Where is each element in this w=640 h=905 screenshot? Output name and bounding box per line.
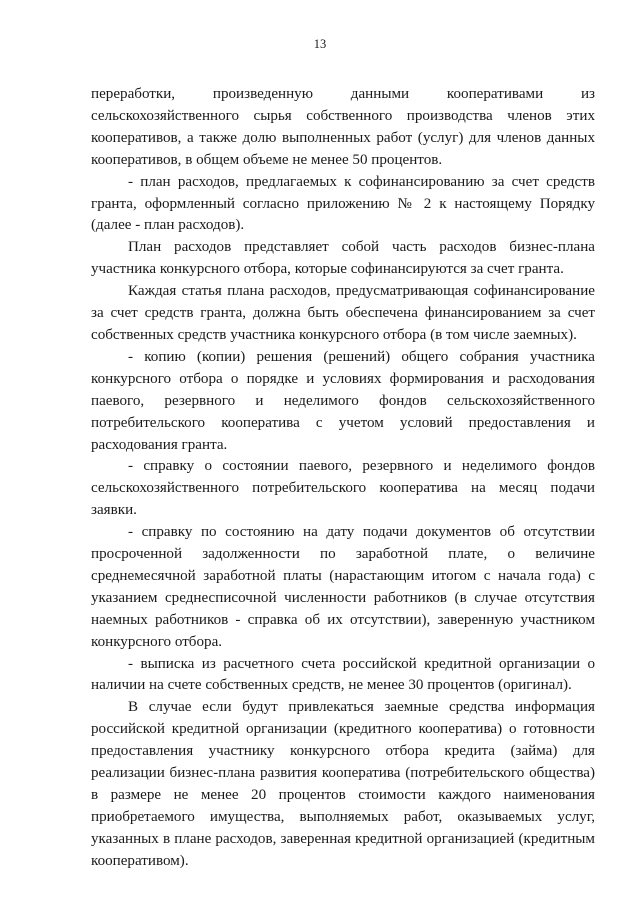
paragraph-meeting-decision-item: - копию (копии) решения (решений) общего собрания участника конкурсного отбора о порядке и условиях формирования и расходования паевого, резервного и неделимого фондов сельскохозяйственного потребительского кооператива с учетом условий предоставления и расходования гранта. <box>91 348 595 453</box>
paragraph-expense-plan-item: - план расходов, предлагаемых к софинансированию за счет средств гранта, оформленный согласно приложению № 2 к настоящему Порядку (далее - план расходов). <box>91 173 595 234</box>
paragraph-funds-status-item: - справку о состоянии паевого, резервного и неделимого фондов сельскохозяйственного потребительского кооператива на месяц подачи заявки. <box>91 458 595 519</box>
paragraph-expense-item-funding: Каждая статья плана расходов, предусматривающая софинансирование за счет средств гранта, должна быть обеспечена финансированием за счет собственных средств участника конкурсного отбора (в том числе заемных). <box>91 283 595 343</box>
paragraph-expense-plan-definition: План расходов представляет собой часть расходов бизнес-плана участника конкурсного отбора, которые софинансируются за счет гранта. <box>91 239 595 278</box>
paragraph-salary-debt-item: - справку по состоянию на дату подачи документов об отсутствии просроченной задолженности по заработной плате, о величине среднемесячной заработной платы (нарастающим итогом с начала года) с указанием среднесписочной численности работников (в случае отсутствия наемных работников - справка об их отсутствии), заверенную участником конкурсного отбора. <box>91 524 595 650</box>
page-number: 13 <box>313 37 327 51</box>
paragraph-bank-statement-item: - выписка из расчетного счета российской кредитной организации о наличии на счете собственных средств, не менее 30 процентов (оригинал). <box>91 655 595 694</box>
document-body <box>91 84 595 873</box>
paragraph-borrowed-funds: В случае если будут привлекаться заемные средства информация российской кредитной организации (кредитного кооператива) о готовности предоставления участнику конкурсного отбора кредита (займа) для реализации бизнес-плана развития кооператива (потребительского общества) в размере не менее 20 процентов стоимости каждого наименования приобретаемого имущества, выполняемых работ, оказываемых услуг, указанных в плане расходов, заверенная кредитной организацией (кредитным кооперативом). <box>91 699 595 869</box>
paragraph-continuation: переработки, произведенную данными кооперативами из сельскохозяйственного сырья собственного производства членов этих кооперативов, а также долю выполненных работ (услуг) для членов данных кооперативов, в общем объеме не менее 50 процентов. <box>91 86 595 168</box>
